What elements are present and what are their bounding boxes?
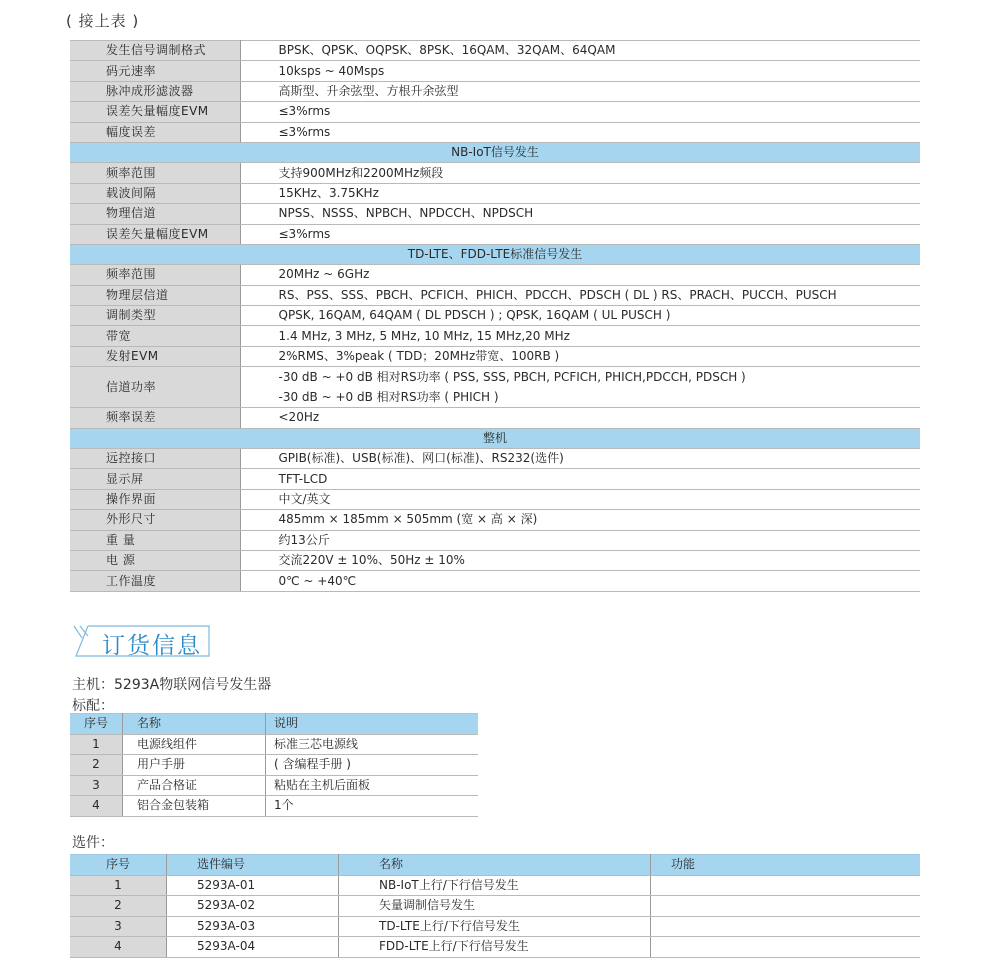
item-name: 铝合金包装箱 [123, 796, 266, 817]
spec-row [70, 204, 920, 224]
section-title: TD-LTE、FDD-LTE标准信号发生 [70, 244, 920, 264]
spec-row [70, 41, 920, 61]
spec-key: 频率范围 [70, 163, 240, 183]
spec-row [70, 510, 920, 530]
spec-key: 操作界面 [70, 489, 240, 509]
spec-value: ≤3%rms [240, 102, 920, 122]
host-model: 主机：5293A物联网信号发生器 [72, 677, 272, 693]
order-info-heading [72, 624, 212, 658]
spec-table [70, 40, 920, 592]
table-row [70, 796, 478, 817]
spec-value: 0℃ ~ +40℃ [240, 571, 920, 591]
spec-row [70, 81, 920, 101]
option-name: FDD-LTE上行/下行信号发生 [339, 937, 651, 958]
spec-row [70, 367, 920, 408]
row-index: 2 [70, 896, 167, 917]
col-header-option-code: 选件编号 [167, 855, 339, 876]
option-name: NB-IoT上行/下行信号发生 [339, 875, 651, 896]
option-code: 5293A-03 [167, 916, 339, 937]
section-header-row [70, 142, 920, 162]
item-name: 电源线组件 [123, 734, 266, 755]
spec-key: 频率范围 [70, 265, 240, 285]
option-code: 5293A-01 [167, 875, 339, 896]
spec-row [70, 265, 920, 285]
col-header-desc: 说明 [266, 714, 479, 735]
spec-key: 误差矢量幅度EVM [70, 224, 240, 244]
option-name: TD-LTE上行/下行信号发生 [339, 916, 651, 937]
standard-accessories-table [70, 713, 478, 817]
spec-value: 中文/英文 [240, 489, 920, 509]
section-header-row [70, 428, 920, 448]
table-row [70, 875, 920, 896]
spec-key: 误差矢量幅度EVM [70, 102, 240, 122]
row-index: 3 [70, 916, 167, 937]
table-row [70, 916, 920, 937]
spec-key: 发生信号调制格式 [70, 41, 240, 61]
spec-value: RS、PSS、SSS、PBCH、PCFICH、PHICH、PDCCH、PDSCH ( DL ) RS、PRACH、PUCCH、PUSCH [240, 285, 920, 305]
spec-row [70, 449, 920, 469]
spec-value: 1.4 MHz, 3 MHz, 5 MHz, 10 MHz, 15 MHz,20 MHz [240, 326, 920, 346]
spec-key: 脉冲成形滤波器 [70, 81, 240, 101]
section-title: 整机 [70, 428, 920, 448]
item-name: 产品合格证 [123, 775, 266, 796]
section-header-row [70, 244, 920, 264]
spec-key: 信道功率 [70, 367, 240, 408]
continued-label: ( 接上表 ) [66, 12, 140, 30]
spec-value-line: -30 dB ~ +0 dB 相对RS功率 ( PSS, SSS, PBCH, PCFICH, PHICH,PDCCH, PDSCH ) [278, 370, 746, 385]
row-index: 4 [70, 796, 123, 817]
spec-row [70, 61, 920, 81]
spec-row [70, 346, 920, 366]
spec-key: 发射EVM [70, 346, 240, 366]
item-name: 用户手册 [123, 755, 266, 776]
item-desc: 标准三芯电源线 [266, 734, 479, 755]
spec-key: 调制类型 [70, 306, 240, 326]
spec-key: 幅度误差 [70, 122, 240, 142]
row-index: 1 [70, 875, 167, 896]
item-desc: 1个 [266, 796, 479, 817]
spec-value: 支持900MHz和2200MHz频段 [240, 163, 920, 183]
spec-row [70, 306, 920, 326]
spec-row [70, 571, 920, 591]
spec-key: 远控接口 [70, 449, 240, 469]
spec-value: 交流220V ± 10%、50Hz ± 10% [240, 550, 920, 570]
option-code: 5293A-02 [167, 896, 339, 917]
table-row [70, 755, 478, 776]
spec-key: 显示屏 [70, 469, 240, 489]
col-header-function: 功能 [651, 855, 921, 876]
spec-value: BPSK、QPSK、OQPSK、8PSK、16QAM、32QAM、64QAM [240, 41, 920, 61]
standard-label: 标配： [72, 698, 114, 714]
option-function [651, 937, 921, 958]
spec-row [70, 530, 920, 550]
option-function [651, 875, 921, 896]
table-row [70, 734, 478, 755]
spec-value: QPSK, 16QAM, 64QAM ( DL PDSCH ) ; QPSK, 16QAM ( UL PUSCH ) [240, 306, 920, 326]
spec-row [70, 408, 920, 428]
spec-key: 频率误差 [70, 408, 240, 428]
spec-value: 约13公斤 [240, 530, 920, 550]
spec-value: ≤3%rms [240, 224, 920, 244]
spec-value: 485mm × 185mm × 505mm (宽 × 高 × 深) [240, 510, 920, 530]
spec-value: 15KHz、3.75KHz [240, 183, 920, 203]
spec-row [70, 122, 920, 142]
row-index: 2 [70, 755, 123, 776]
row-index: 3 [70, 775, 123, 796]
spec-key: 外形尺寸 [70, 510, 240, 530]
spec-value: <20Hz [240, 408, 920, 428]
spec-value: GPIB(标准)、USB(标准)、网口(标准)、RS232(选件) [240, 449, 920, 469]
spec-row [70, 469, 920, 489]
option-function [651, 916, 921, 937]
spec-value: 高斯型、升余弦型、方根升余弦型 [240, 81, 920, 101]
options-label: 选件： [72, 835, 114, 851]
col-header-index: 序号 [70, 855, 167, 876]
option-code: 5293A-04 [167, 937, 339, 958]
spec-key: 物理层信道 [70, 285, 240, 305]
spec-value: NPSS、NSSS、NPBCH、NPDCCH、NPDSCH [240, 204, 920, 224]
table-header-row [70, 714, 478, 735]
spec-key: 物理信道 [70, 204, 240, 224]
col-header-name: 名称 [123, 714, 266, 735]
spec-row [70, 163, 920, 183]
spec-value: 10ksps ~ 40Msps [240, 61, 920, 81]
spec-key: 带宽 [70, 326, 240, 346]
table-header-row [70, 855, 920, 876]
options-table [70, 854, 920, 958]
spec-key: 码元速率 [70, 61, 240, 81]
spec-value: TFT-LCD [240, 469, 920, 489]
option-name: 矢量调制信号发生 [339, 896, 651, 917]
spec-key: 工作温度 [70, 571, 240, 591]
table-row [70, 775, 478, 796]
spec-row [70, 183, 920, 203]
spec-key: 电 源 [70, 550, 240, 570]
order-info-title: 订货信息 [102, 633, 202, 659]
spec-row [70, 285, 920, 305]
row-index: 1 [70, 734, 123, 755]
spec-row [70, 224, 920, 244]
option-function [651, 896, 921, 917]
table-row [70, 896, 920, 917]
spec-value: ≤3%rms [240, 122, 920, 142]
spec-row [70, 102, 920, 122]
spec-key: 重 量 [70, 530, 240, 550]
spec-row [70, 489, 920, 509]
col-header-index: 序号 [70, 714, 123, 735]
table-row [70, 937, 920, 958]
section-title: NB-IoT信号发生 [70, 142, 920, 162]
spec-row [70, 550, 920, 570]
spec-value: 20MHz ~ 6GHz [240, 265, 920, 285]
spec-row [70, 326, 920, 346]
row-index: 4 [70, 937, 167, 958]
item-desc: 粘贴在主机后面板 [266, 775, 479, 796]
col-header-name: 名称 [339, 855, 651, 876]
item-desc: ( 含编程手册 ) [266, 755, 479, 776]
spec-value: 2%RMS、3%peak ( TDD；20MHz带宽、100RB ) [240, 346, 920, 366]
spec-value-line: -30 dB ~ +0 dB 相对RS功率 ( PHICH ) [278, 390, 499, 405]
spec-key: 载波间隔 [70, 183, 240, 203]
spec-value-multi [240, 367, 920, 408]
